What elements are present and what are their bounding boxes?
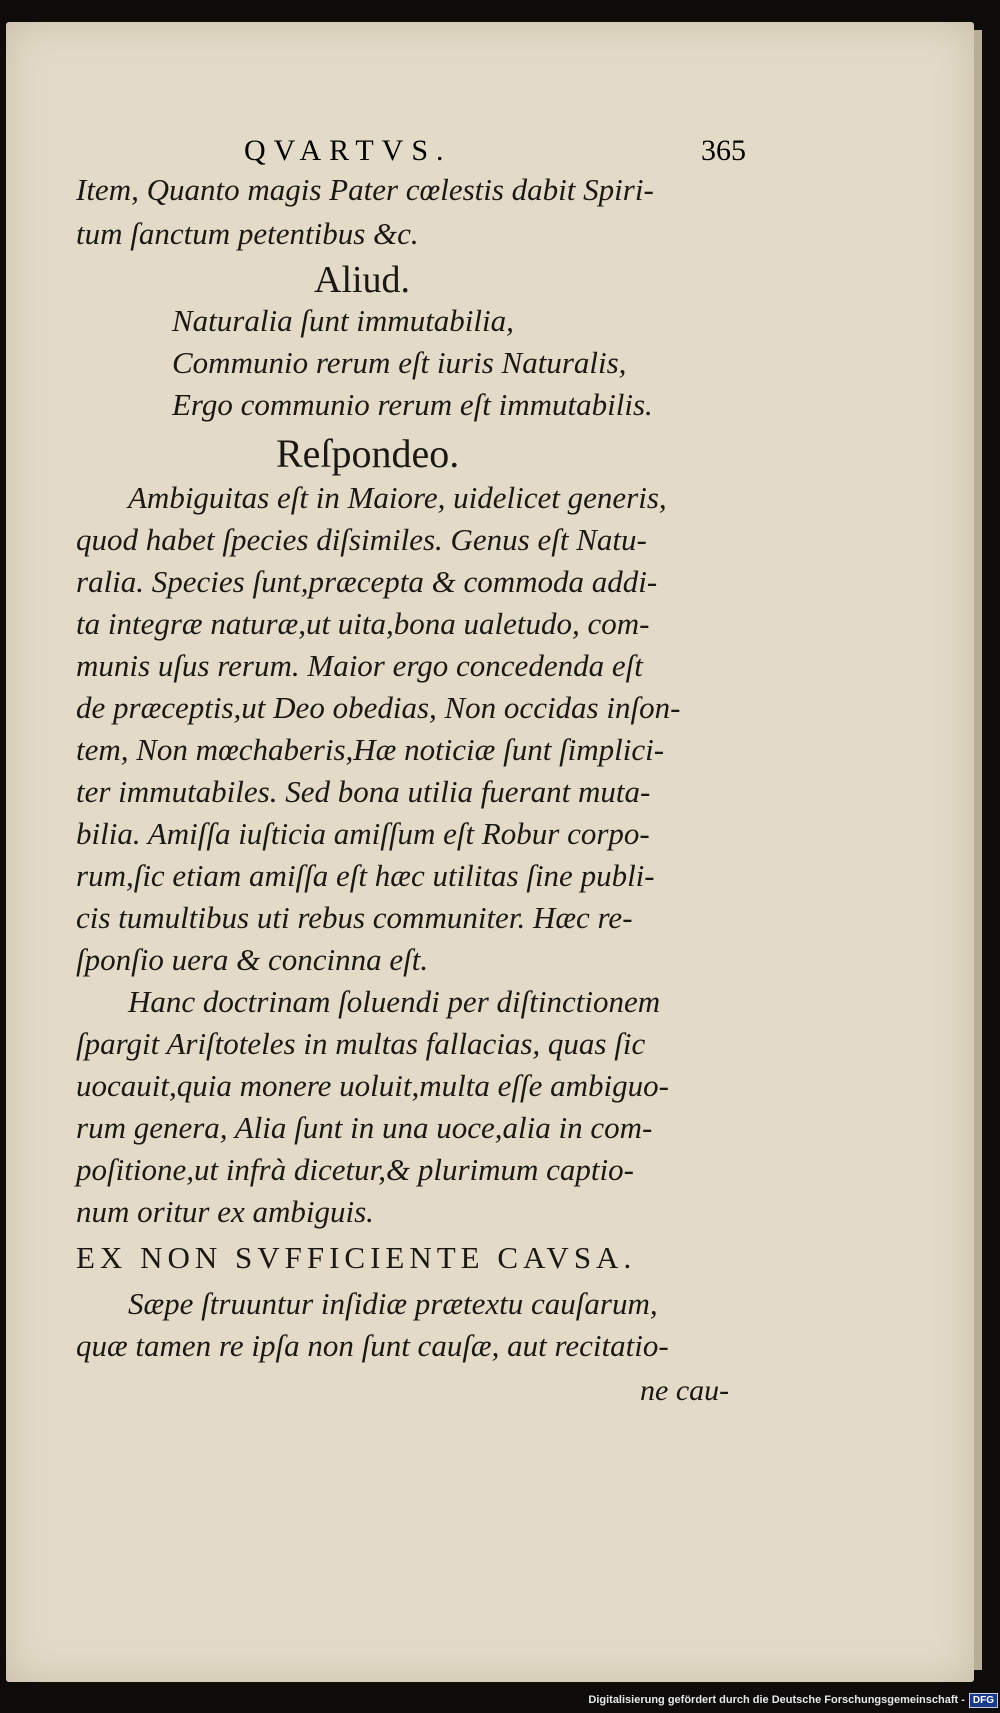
text-line: Ambiguitas eſt in Maiore, uidelicet generis,: [128, 480, 667, 515]
syllogism-line: Ergo communio rerum eſt immutabilis.: [172, 387, 653, 422]
syllogism-line: Communio rerum eſt iuris Naturalis,: [172, 345, 627, 380]
text-line: Item, Quanto magis Pater cœlestis dabit Spiri-: [76, 172, 654, 207]
text-line: tum ſanctum petentibus &c.: [76, 216, 419, 251]
section-heading: EX NON SVFFICIENTE CAVSA.: [76, 1240, 637, 1275]
page-header: [174, 134, 746, 174]
text-line: tem, Non mœchaberis,Hæ noticiæ ſunt ſimplici-: [76, 732, 665, 767]
text-line: Sæpe ſtruuntur inſidiæ prætextu cauſarum,: [128, 1286, 658, 1321]
book-page: [6, 22, 974, 1682]
dfg-logo: DFG: [969, 1693, 998, 1708]
text-line: bilia. Amiſſa iuſticia amiſſum eſt Robur corpo-: [76, 816, 650, 851]
text-line: ſponſio uera & concinna eſt.: [76, 942, 429, 977]
text-line: poſitione,ut infrà dicetur,& plurimum captio-: [76, 1152, 634, 1187]
running-head: QVARTVS.: [244, 134, 452, 167]
text-line: ta integræ naturæ,ut uita,bona ualetudo, com-: [76, 606, 650, 641]
page-number: 365: [701, 134, 746, 167]
catchword: ne cau-: [640, 1374, 730, 1407]
text-line: ralia. Species ſunt,præcepta & commoda addi-: [76, 564, 658, 599]
text-line: uocauit,quia monere uoluit,multa eſſe ambiguo-: [76, 1068, 669, 1103]
heading-respondeo: Reſpondeo.: [276, 431, 460, 476]
text-line: quod habet ſpecies diſsimiles. Genus eſt Natu-: [76, 522, 647, 557]
text-line: ter immutabiles. Sed bona utilia fuerant muta-: [76, 774, 651, 809]
digitization-credit: [588, 1691, 998, 1709]
text-line: num oritur ex ambiguis.: [76, 1194, 374, 1229]
text-line: rum,ſic etiam amiſſa eſt hæc utilitas ſine publi-: [76, 858, 655, 893]
text-line: rum genera, Alia ſunt in una uoce,alia in com-: [76, 1110, 653, 1145]
text-line: ſpargit Ariſtoteles in multas fallacias, quas ſic: [76, 1026, 646, 1061]
text-line: de præceptis,ut Deo obedias, Non occidas inſon-: [76, 690, 681, 725]
text-line: munis uſus rerum. Maior ergo concedenda eſt: [76, 648, 643, 683]
text-line: cis tumultibus uti rebus communiter. Hæc re-: [76, 900, 633, 935]
heading-aliud: Aliud.: [314, 259, 411, 301]
page-edge: [974, 30, 982, 1670]
text-line: Hanc doctrinam ſoluendi per diſtinctionem: [128, 984, 661, 1019]
text-line: quæ tamen re ipſa non ſunt cauſæ, aut recitatio-: [76, 1328, 669, 1363]
syllogism-line: Naturalia ſunt immutabilia,: [172, 303, 514, 338]
credit-text: Digitalisierung gefördert durch die Deutsche Forschungsgemeinschaft -: [588, 1694, 965, 1706]
